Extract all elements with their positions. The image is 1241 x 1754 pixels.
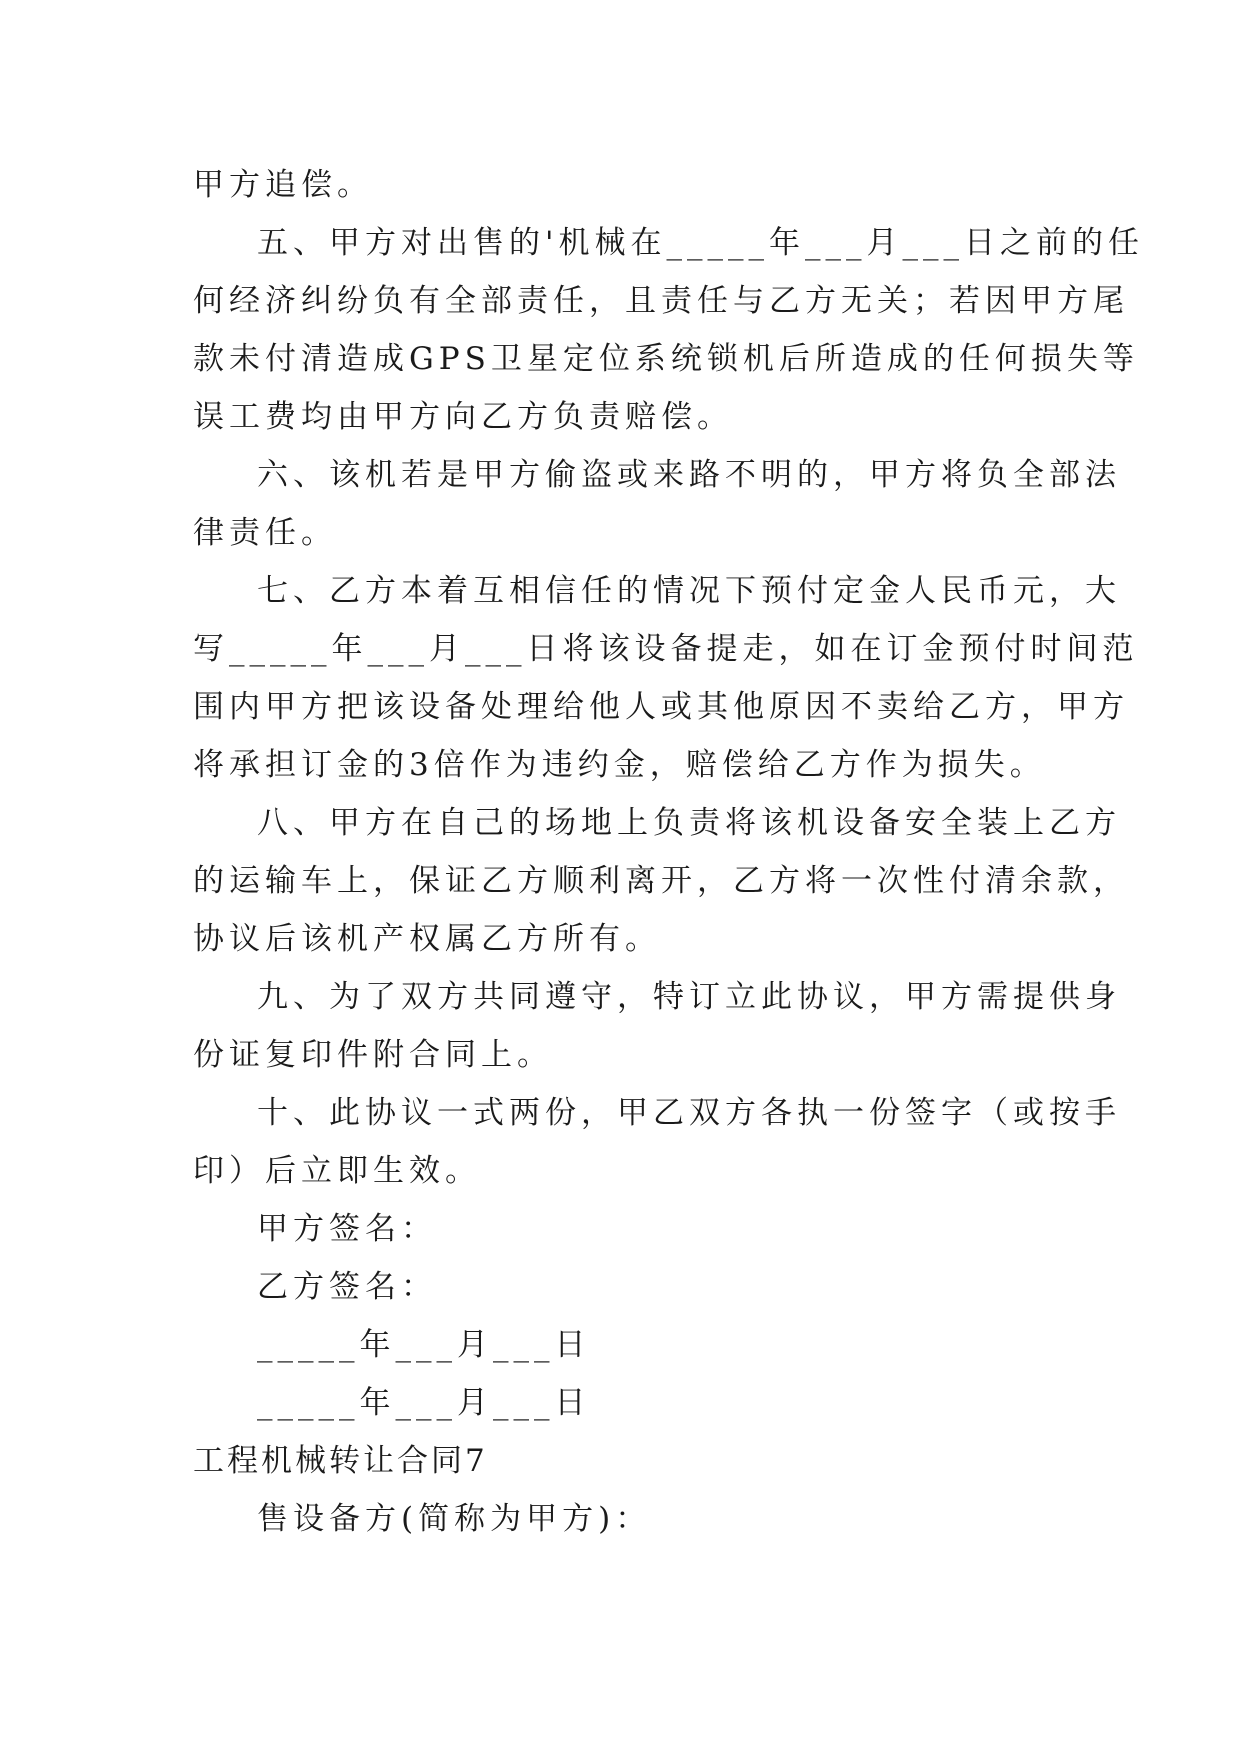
text-line: 律责任。 [193, 515, 337, 551]
text-line: 将承担订金的3倍作为违约金，赔偿给乙方作为损失。 [193, 747, 1046, 783]
section-heading: 工程机械转让合同7 [193, 1443, 488, 1479]
seller-party-line: 售设备方(简称为甲方)： [257, 1501, 652, 1537]
party-b-signature-label: 乙方签名： [257, 1269, 437, 1305]
text-line: 写_____年___月___日将该设备提走，如在订金预付时间范 [193, 631, 1139, 667]
text-line: 款未付清造成GPS卫星定位系统锁机后所造成的任何损失等 [193, 341, 1139, 377]
clause-five-line: 五、甲方对出售的'机械在_____年___月___日之前的任 [257, 225, 1145, 261]
text-line: 甲方追偿。 [193, 167, 373, 203]
text-line: 误工费均由甲方向乙方负责赔偿。 [193, 399, 733, 435]
clause-nine-line: 九、为了双方共同遵守，特订立此协议，甲方需提供身 [257, 979, 1121, 1015]
text-line: 围内甲方把该设备处理给他人或其他原因不卖给乙方，甲方 [193, 689, 1129, 725]
text-line: 协议后该机产权属乙方所有。 [193, 921, 661, 957]
party-a-signature-label: 甲方签名： [257, 1211, 437, 1247]
clause-eight-line: 八、甲方在自己的场地上负责将该机设备安全装上乙方 [257, 805, 1121, 841]
text-line: 印）后立即生效。 [193, 1153, 481, 1189]
clause-ten-line: 十、此协议一式两份，甲乙双方各执一份签字（或按手 [257, 1095, 1121, 1131]
text-line: 何经济纠纷负有全部责任，且责任与乙方无关；若因甲方尾 [193, 283, 1129, 319]
text-line: 的运输车上，保证乙方顺利离开，乙方将一次性付清余款， [193, 863, 1129, 899]
text-line: 份证复印件附合同上。 [193, 1037, 553, 1073]
clause-seven-line: 七、乙方本着互相信任的情况下预付定金人民币元，大 [257, 573, 1121, 609]
party-a-date-line: _____年___月___日 [257, 1327, 591, 1363]
clause-six-line: 六、该机若是甲方偷盗或来路不明的，甲方将负全部法 [257, 457, 1121, 493]
document-body [193, 156, 1145, 1548]
party-b-date-line: _____年___月___日 [257, 1385, 591, 1421]
